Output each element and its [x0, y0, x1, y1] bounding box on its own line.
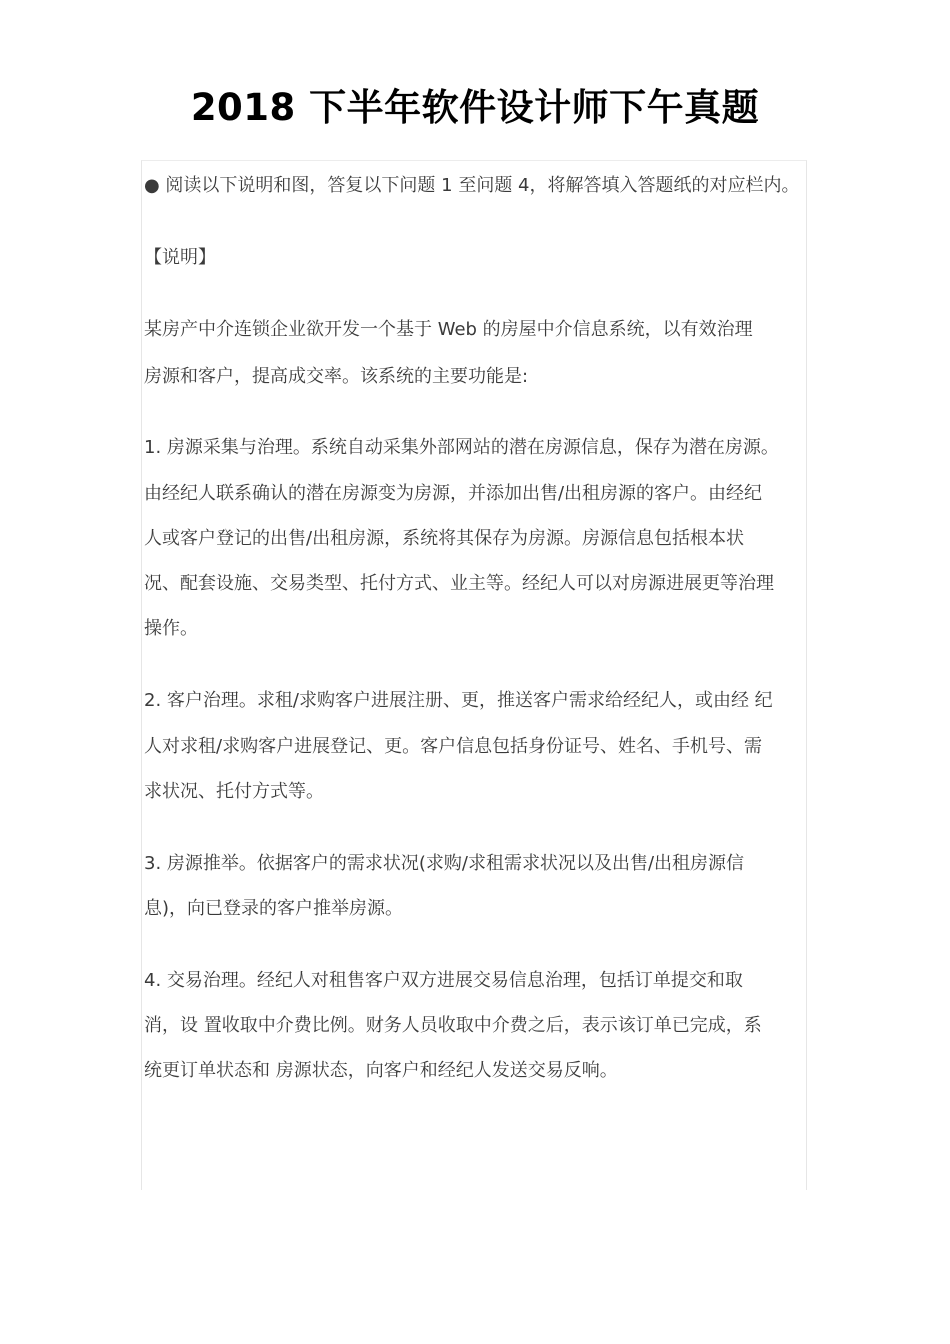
intro-text: ● 阅读以下说明和图，答复以下问题 1 至问题 4，将解答填入答题纸的对应栏内。 — [144, 175, 800, 196]
overview-line: 房源和客户，提高成交率。该系统的主要功能是: — [144, 366, 529, 387]
item1-line: 操作。 — [144, 618, 198, 639]
overview-line: 某房产中介连锁企业欲开发一个基于 Web 的房屋中介信息系统，以有效治理 — [144, 319, 753, 340]
item4-line: 消，设 置收取中介费比例。财务人员收取中介费之后，表示该订单已完成，系 — [144, 1015, 762, 1036]
item2-line: 求状况、托付方式等。 — [144, 781, 324, 802]
section-heading: 【说明】 — [144, 247, 216, 268]
item1-line: 1. 房源采集与治理。系统自动采集外部网站的潜在房源信息，保存为潜在房源。 — [144, 437, 779, 458]
item1-line: 人或客户登记的出售/出租房源，系统将其保存为房源。房源信息包括根本状 — [144, 528, 745, 549]
item1-line: 由经纪人联系确认的潜在房源变为房源，并添加出售/出租房源的客户。由经纪 — [144, 483, 763, 504]
item3-line: 息)，向已登录的客户推举房源。 — [144, 898, 404, 919]
item4-line: 统更订单状态和 房源状态，向客户和经纪人发送交易反响。 — [144, 1060, 618, 1081]
item2-line: 2. 客户治理。求租/求购客户进展注册、更，推送客户需求给经纪人，或由经 纪 — [144, 690, 773, 711]
item2-line: 人对求租/求购客户进展登记、更。客户信息包括身份证号、姓名、手机号、需 — [144, 736, 763, 757]
item1-line: 况、配套设施、交易类型、托付方式、业主等。经纪人可以对房源进展更等治理 — [144, 573, 774, 594]
item4-line: 4. 交易治理。经纪人对租售客户双方进展交易信息治理，包括订单提交和取 — [144, 970, 743, 991]
page-title: 2018 下半年软件设计师下午真题 — [190, 86, 760, 129]
item3-line: 3. 房源推举。依据客户的需求状况(求购/求租需求状况以及出售/出租房源信 — [144, 853, 745, 874]
